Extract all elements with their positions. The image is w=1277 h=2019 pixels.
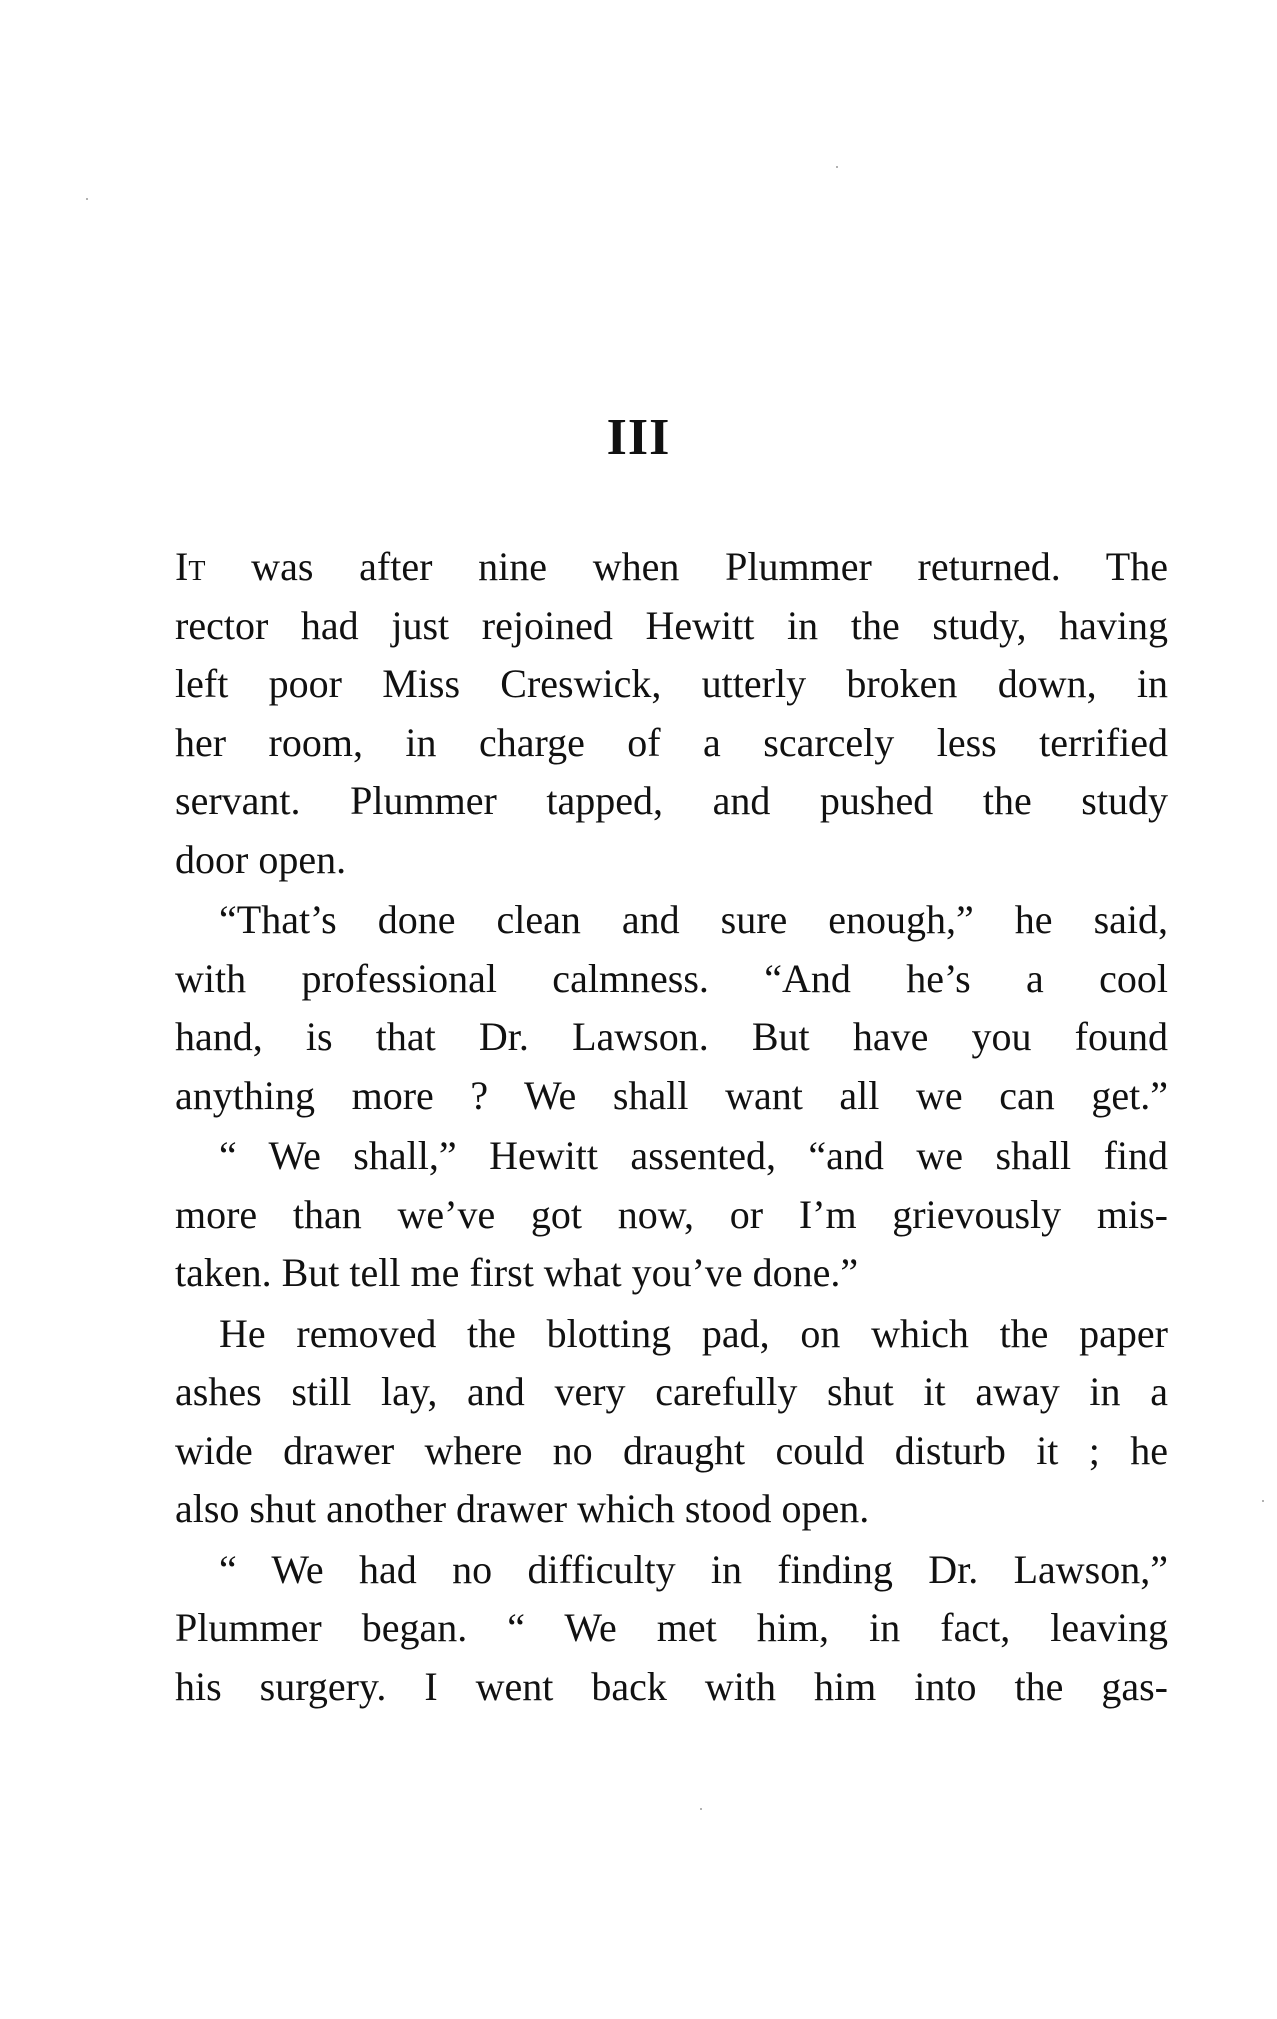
paper-speck [836,166,838,168]
text-line: door open. [175,836,347,882]
text-line: Plummer began. “ We met him, in fact, leaving [175,1605,1168,1650]
text-line: He removed the blotting pad, on which the paper [219,1310,1168,1356]
chapter-heading: III [606,409,671,466]
text-line: “ We shall,” Hewitt assented, “and we shall find [219,1133,1168,1178]
drop-word: It [175,544,206,589]
text-line: more than we’ve got now, or I’m grievously mis- [175,1191,1168,1237]
paragraph [175,538,1168,889]
text-line: servant. Plummer tapped, and pushed the study [175,778,1168,823]
paper-speck [700,1808,702,1810]
text-line: ashes still lay, and very carefully shut it away in a [175,1369,1168,1414]
paragraph [175,1305,1168,1539]
text-line: also shut another drawer which stood open. [175,1486,870,1531]
paragraph [175,1541,1168,1717]
text-line: rector had just rejoined Hewitt in the study, having [175,602,1168,648]
text-line: her room, in charge of a scarcely less terrified [175,719,1168,765]
line-text: was after nine when Plummer returned. The [205,544,1168,589]
text-line: anything more ? We shall want all we can get.” [175,1072,1168,1118]
paper-speck [86,198,88,200]
paragraph [175,891,1168,1125]
chapter-body [175,538,1168,1716]
paper-speck [1262,1500,1264,1502]
text-line: hand, is that Dr. Lawson. But have you found [175,1014,1168,1059]
paragraph [175,1127,1168,1303]
text-line: wide drawer where no draught could disturb it ; he [175,1427,1168,1473]
text-line: left poor Miss Creswick, utterly broken down, in [175,661,1168,706]
text-line: with professional calmness. “And he’s a cool [175,955,1168,1001]
text-line: his surgery. I went back with him into the gas- [175,1663,1168,1709]
text-line [175,538,1168,597]
text-line: “ We had no difficulty in finding Dr. Lawson,” [219,1546,1168,1592]
text-line: “That’s done clean and sure enough,” he said, [219,897,1168,942]
text-line: taken. But tell me first what you’ve done.” [175,1250,859,1295]
